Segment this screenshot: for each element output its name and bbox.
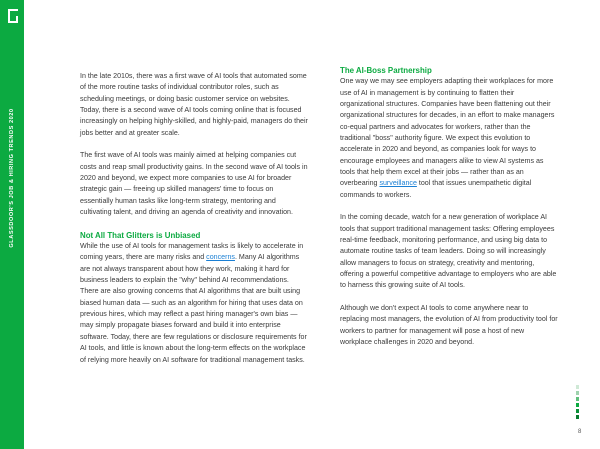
progress-bar-segment <box>576 415 579 419</box>
sidebar-strip <box>0 0 24 449</box>
progress-bar-segment <box>576 397 579 401</box>
right-paragraph-3: Although we don't expect AI tools to come anywhere near to replacing most managers, the evolution of AI from productivity tool for workers to partner for management will pose a host of new workplace challenges in 2020 and beyond. <box>340 304 558 347</box>
right-paragraph-2: In the coming decade, watch for a new generation of workplace AI tools that support traditional management tasks: Offering employees real-time feedback, monitoring performance, and using big data to automate routine tasks of team leaders. Doing so will increasingly allow managers to focus on strategy, creativity and mentoring, offering a powerful competitive advantage to employers who are able to harness this growing suite of AI tools. <box>340 213 557 290</box>
progress-bar-segment <box>576 403 579 407</box>
left-paragraph-1: In the late 2010s, there was a first wave of AI tools that automated some of the more routine tasks of individual contributor roles, such as scheduling meetings, or doing basic customer service on websites. Today, there is a second wave of AI tools coming online that is focused increasingly on helping highly-skilled, and highly-paid, managers do their jobs better and at greater scale. <box>80 72 308 137</box>
right-paragraph-1: One way we may see employers adapting their workplaces for more use of AI in management is by continuing to flatten their organizational structures. Companies have been flattening out their organizational structures for decades, in an effort to make managers co-equal partners and advocates for workers, rather than the traditional "boss" authority figure. We expect this evolution to accelerate in 2020 and beyond, as companies look for ways to encourage employees and managers alike to view AI systems as tools that help them excel at their jobs — rather than as an overbearing surveillance tool that issues unempathetic digital commands to workers. <box>340 77 555 199</box>
progress-bar-segment <box>576 391 579 395</box>
surveillance-link[interactable]: surveillance <box>379 179 417 188</box>
left-paragraph-3: While the use of AI tools for management tasks is likely to accelerate in coming years, there are many risks and concerns. Many AI algorithms are not always transparent about how they work, making it hard for business leaders to explain the "why" behind AI recommendations. There are also growing concerns that AI algorithms that are built using biased human data — such as an algorithm for hiring that uses data on previous hires, which may reflect a past hiring manager's own bias — may simply propagate biases forward and build it into enterprise software. Today, there are few regulations or disclosure requirements for AI tools, and little is known about the long-term effects on the workplace of relying more heavily on AI software for traditional management tasks. <box>80 242 307 364</box>
page-progress-bars <box>576 385 579 421</box>
progress-bar-segment <box>576 409 579 413</box>
section-heading-unbiased: Not All That Glitters is Unbiased <box>80 230 201 240</box>
page-number: 8 <box>578 429 582 435</box>
concerns-link[interactable]: concerns <box>206 253 235 262</box>
progress-bar-segment <box>576 385 579 389</box>
vertical-report-title: GLASSDOOR'S JOB & HIRING TRENDS 2020 <box>9 108 15 248</box>
section-heading-ai-boss: The AI-Boss Partnership <box>340 66 432 75</box>
left-column <box>80 71 308 377</box>
glassdoor-logo-icon <box>5 8 19 24</box>
left-paragraph-2: The first wave of AI tools was mainly aimed at helping companies cut costs and reap small productivity gains. In the second wave of AI tools in 2020 and beyond, we expect more companies to use AI for broader strategic gain — freeing up skilled managers' time to focus on essentially human tasks like long-term strategy, mentoring and cultivating talent, and driving an agenda of creativity and innovation. <box>80 151 308 217</box>
right-column <box>340 65 558 360</box>
